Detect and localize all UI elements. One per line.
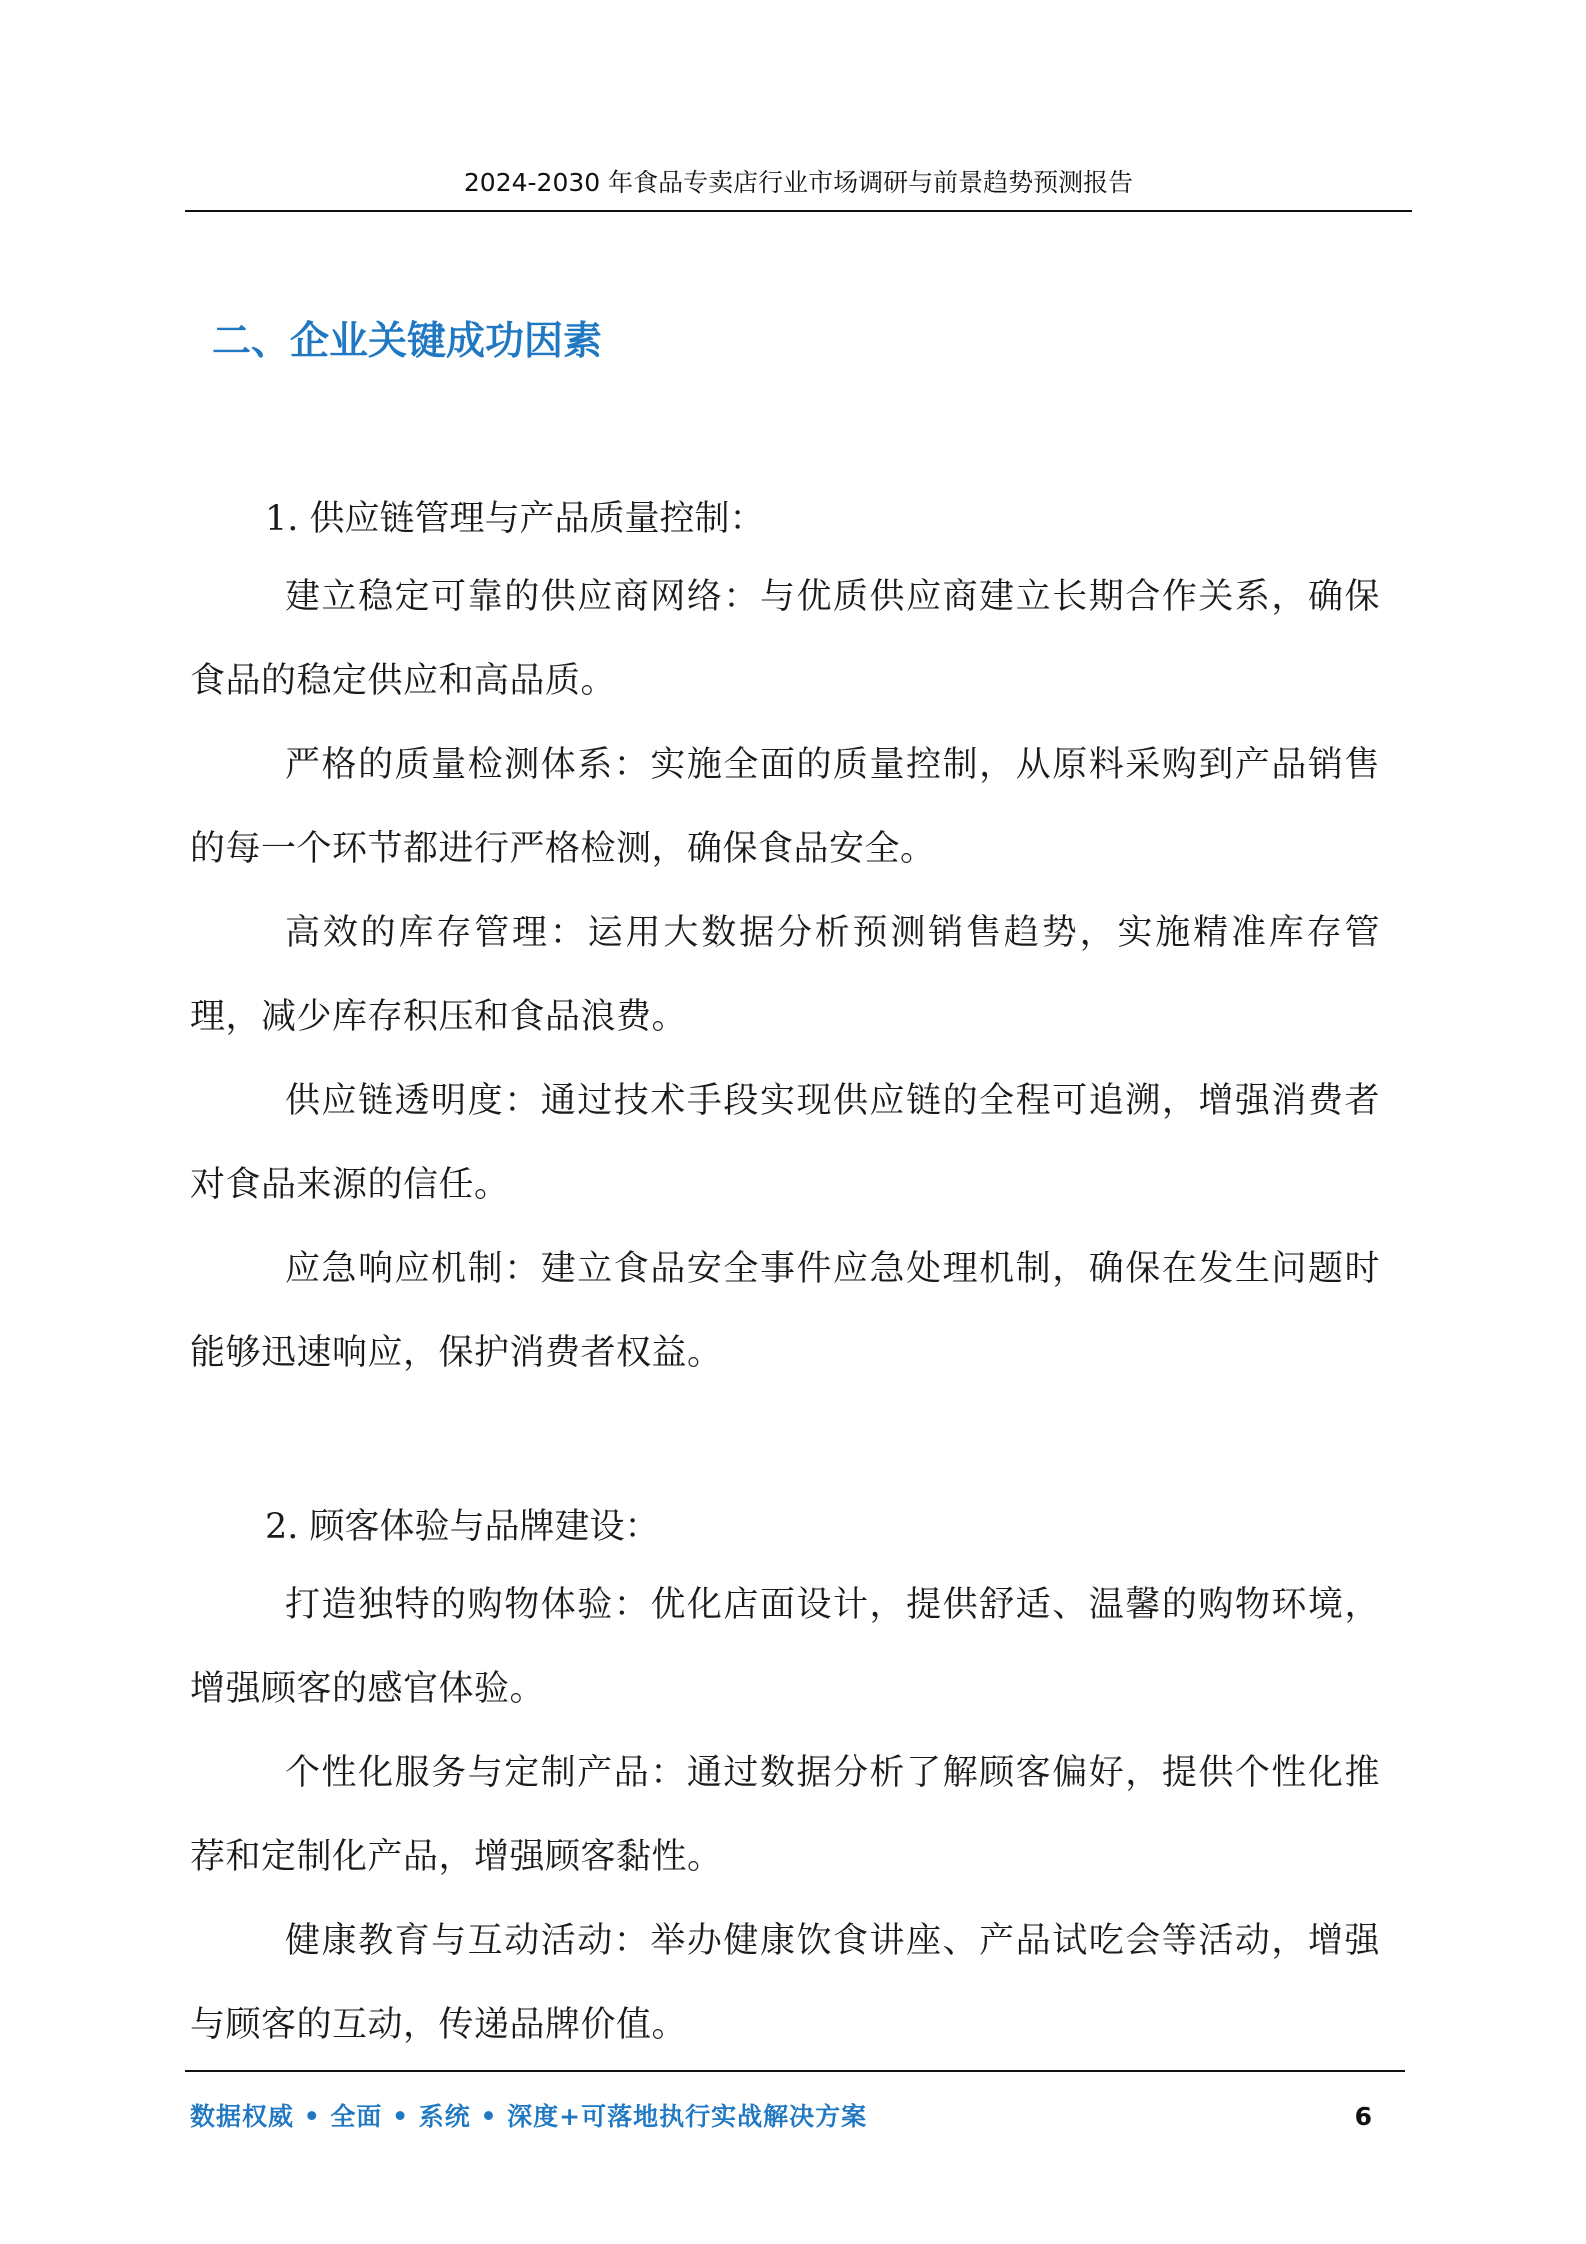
page-header-title: 2024-2030 年食品专卖店行业市场调研与前景趋势预测报告 [463, 168, 1134, 197]
item-1-paragraph-3: 高效的库存管理：运用大数据分析预测销售趋势，实施精准库存管理，减少库存积压和食品浪费。 [190, 913, 1380, 1037]
item-1-paragraph-1: 建立稳定可靠的供应商网络：与优质供应商建立长期合作关系，确保食品的稳定供应和高品质。 [190, 577, 1380, 701]
item-2-heading: 2. 顾客体验与品牌建设： [265, 1507, 660, 1547]
header-divider [185, 210, 1412, 212]
item-1-heading: 1. 供应链管理与产品质量控制： [265, 499, 765, 539]
item-1-paragraph-2: 严格的质量检测体系：实施全面的质量控制，从原料采购到产品销售的每一个环节都进行严格检测，确保食品安全。 [190, 745, 1380, 869]
item-1-paragraph-4: 供应链透明度：通过技术手段实现供应链的全程可追溯，增强消费者对食品来源的信任。 [190, 1081, 1380, 1205]
footer-slogan: 数据权威 • 全面 • 系统 • 深度+可落地执行实战解决方案 [190, 2102, 868, 2131]
item-2-paragraph-3: 健康教育与互动活动：举办健康饮食讲座、产品试吃会等活动，增强与顾客的互动，传递品牌价值。 [190, 1921, 1380, 2045]
page-number: 6 [1354, 2102, 1372, 2131]
item-2-paragraph-2: 个性化服务与定制产品：通过数据分析了解顾客偏好，提供个性化推荐和定制化产品，增强顾客黏性。 [190, 1753, 1380, 1877]
footer-divider [185, 2070, 1405, 2072]
item-1-paragraph-5: 应急响应机制：建立食品安全事件应急处理机制，确保在发生问题时能够迅速响应，保护消费者权益。 [190, 1249, 1380, 1373]
item-2-paragraph-1: 打造独特的购物体验：优化店面设计，提供舒适、温馨的购物环境，增强顾客的感官体验。 [190, 1585, 1380, 1709]
section-title: 二、企业关键成功因素 [212, 319, 603, 364]
